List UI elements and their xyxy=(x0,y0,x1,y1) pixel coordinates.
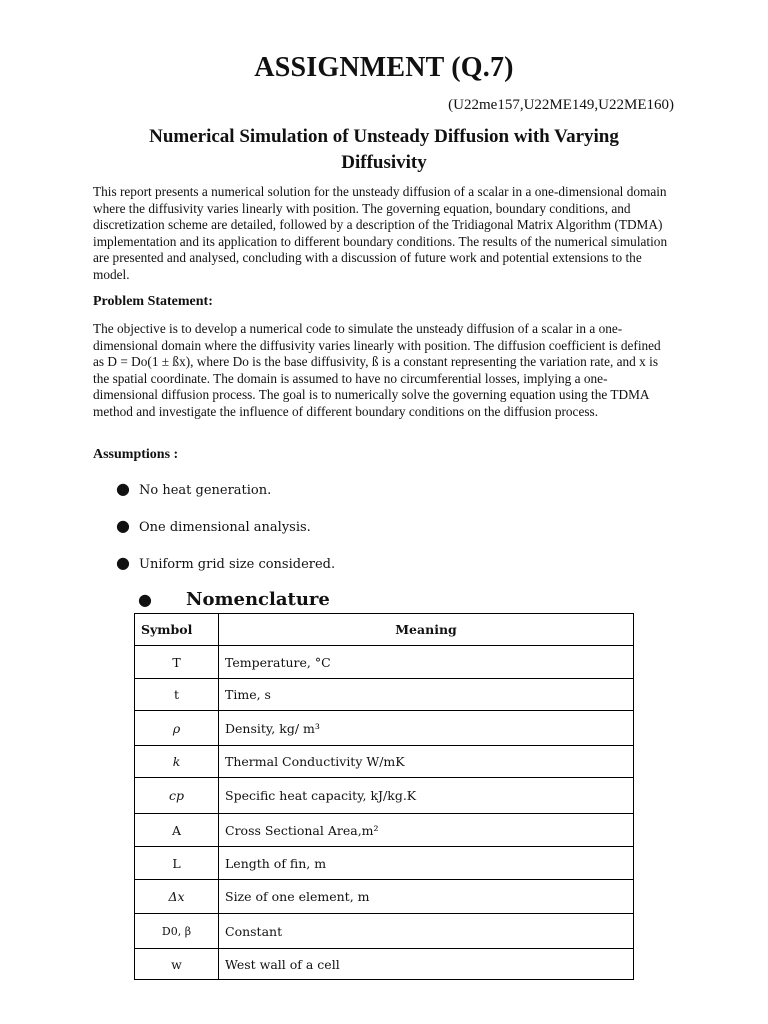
bullet-icon: ● xyxy=(116,553,130,572)
nomenclature-table xyxy=(134,613,634,980)
symbol-cell: ρ xyxy=(135,711,219,746)
bullet-icon: ● xyxy=(116,479,130,498)
meaning-cell: Cross Sectional Area,m² xyxy=(219,814,634,847)
table-row xyxy=(135,914,634,949)
symbol-cell: L xyxy=(135,847,219,880)
table-row xyxy=(135,679,634,711)
symbol-cell: k xyxy=(135,746,219,778)
bullet-icon: ● xyxy=(138,590,152,609)
assumption-item: ● Uniform grid size considered. xyxy=(116,553,336,572)
meaning-cell: Thermal Conductivity W/mK xyxy=(219,746,634,778)
table-row xyxy=(135,814,634,847)
symbol-cell: cp xyxy=(135,778,219,814)
symbol-cell: D0, β xyxy=(135,914,219,949)
meaning-cell: Time, s xyxy=(219,679,634,711)
meaning-cell: Specific heat capacity, kJ/kg.K xyxy=(219,778,634,814)
doc-subtitle: Numerical Simulation of Unsteady Diffusion with Varying Diffusivity xyxy=(149,126,619,173)
table-row xyxy=(135,646,634,679)
assumption-item: ● One dimensional analysis. xyxy=(116,516,311,535)
table-row xyxy=(135,711,634,746)
symbol-cell: t xyxy=(135,679,219,711)
symbol-cell: T xyxy=(135,646,219,679)
symbol-cell: A xyxy=(135,814,219,847)
problem-heading: Problem Statement: xyxy=(93,294,213,309)
meaning-cell: Constant xyxy=(219,914,634,949)
problem-paragraph: The objective is to develop a numerical code to simulate the unsteady diffusion of a scalar in a one-dimensional domain where the diffusivity varies linearly with position. The diffusion coefficient is defined as D = Do(1 ± ßx), where Do is the base diffusivity, ß is a constant representing the variation rate, and x is the spatial coordinate. The domain is assumed to have no circumferential losses, implying a one-dimensional diffusion process. The goal is to numerically solve the governing equation using the TDMA method and investigate the influence of different boundary conditions on the diffusion process. xyxy=(93,321,661,419)
meaning-cell: West wall of a cell xyxy=(219,949,634,980)
meaning-cell: Length of fin, m xyxy=(219,847,634,880)
table-row xyxy=(135,746,634,778)
table-row xyxy=(135,847,634,880)
doc-authors: (U22me157,U22ME149,U22ME160) xyxy=(448,97,674,113)
meaning-cell: Size of one element, m xyxy=(219,880,634,914)
nomenclature-heading: ● Nomenclature xyxy=(138,589,330,610)
doc-title: ASSIGNMENT (Q.7) xyxy=(254,52,514,83)
table-row xyxy=(135,778,634,814)
column-header-symbol: Symbol xyxy=(135,614,219,646)
table-header-row xyxy=(135,614,634,646)
assumptions-heading: Assumptions : xyxy=(93,447,179,462)
symbol-cell: w xyxy=(135,949,219,980)
assumption-item: ● No heat generation. xyxy=(116,479,272,498)
intro-paragraph: This report presents a numerical solution for the unsteady diffusion of a scalar in a one-dimensional domain where the diffusivity varies linearly with position. The governing equation, boundary conditions, and discretization scheme are detailed, followed by a description of the Tridiagonal Matrix Algorithm (TDMA) implementation and its application to different boundary conditions. The results of the numerical simulation are presented and analysed, concluding with a discussion of future work and potential extensions to the model. xyxy=(93,184,668,282)
table-row xyxy=(135,880,634,914)
meaning-cell: Temperature, °C xyxy=(219,646,634,679)
table-row xyxy=(135,949,634,980)
bullet-icon: ● xyxy=(116,516,130,535)
symbol-cell: Δx xyxy=(135,880,219,914)
meaning-cell: Density, kg/ m³ xyxy=(219,711,634,746)
column-header-meaning: Meaning xyxy=(219,614,634,646)
